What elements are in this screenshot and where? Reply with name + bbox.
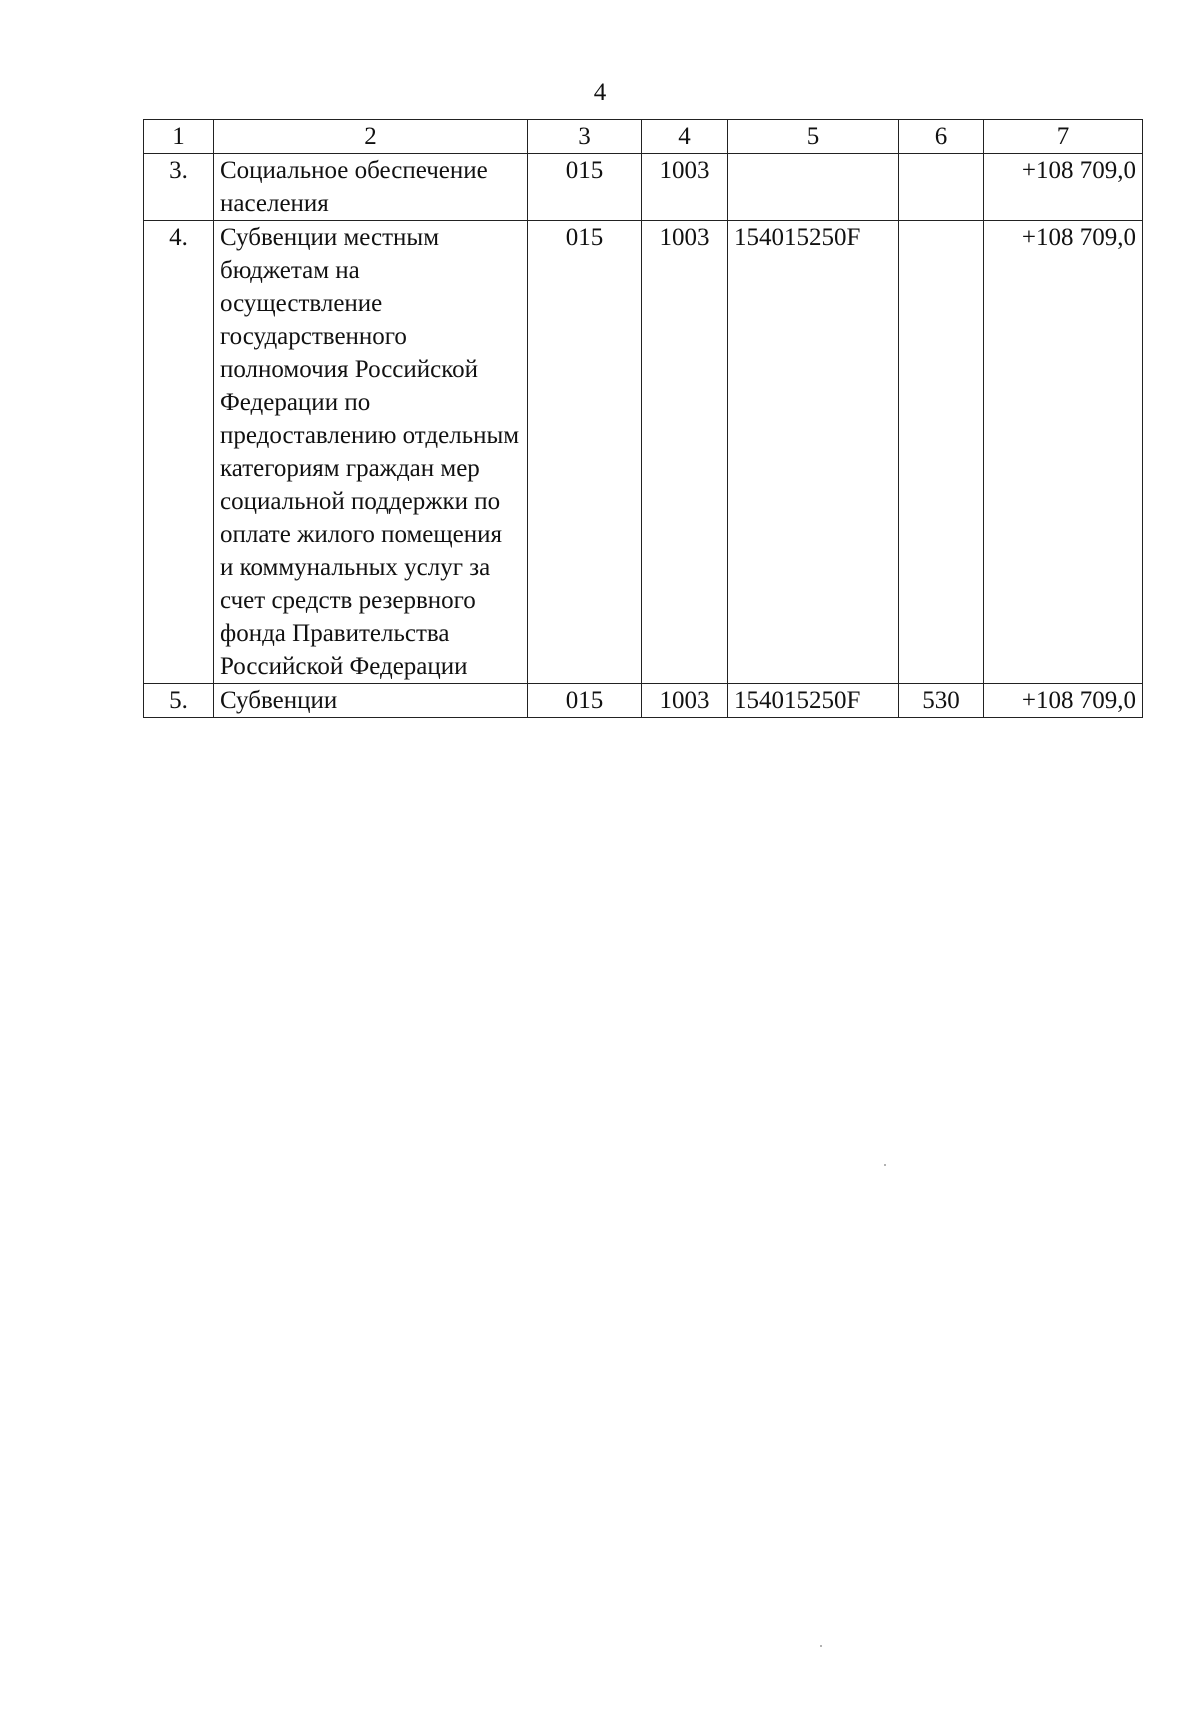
row-grbs-code: 015 bbox=[528, 154, 642, 221]
row-grbs-code: 015 bbox=[528, 684, 642, 718]
column-header: 6 bbox=[899, 120, 984, 154]
row-name: Субвенции bbox=[214, 684, 528, 718]
column-header: 2 bbox=[214, 120, 528, 154]
row-amount: +108 709,0 bbox=[984, 221, 1143, 684]
column-numbers-row bbox=[144, 120, 1143, 154]
column-header: 1 bbox=[144, 120, 214, 154]
row-target-code bbox=[728, 154, 899, 221]
row-expense-type: 530 bbox=[899, 684, 984, 718]
row-number: 3. bbox=[144, 154, 214, 221]
row-target-code: 154015250F bbox=[728, 221, 899, 684]
row-section-code: 1003 bbox=[642, 684, 728, 718]
table-row bbox=[144, 154, 1143, 221]
row-grbs-code: 015 bbox=[528, 221, 642, 684]
column-header: 7 bbox=[984, 120, 1143, 154]
row-name: Социальное обеспечение населения bbox=[214, 154, 528, 221]
row-target-code: 154015250F bbox=[728, 684, 899, 718]
row-number: 4. bbox=[144, 221, 214, 684]
row-amount: +108 709,0 bbox=[984, 684, 1143, 718]
budget-changes-table bbox=[143, 119, 1143, 718]
row-name: Субвенции местным бюджетам на осуществление государственного полномочия Российской Федерации по предоставлению отдельным категориям граждан мер социальной поддержки по оплате жилого помещения и коммунальных услуг за счет средств резервного фонда Правительства Российской Федерации bbox=[214, 221, 528, 684]
row-section-code: 1003 bbox=[642, 154, 728, 221]
table-row bbox=[144, 221, 1143, 684]
scan-speck bbox=[820, 1645, 822, 1647]
row-section-code: 1003 bbox=[642, 221, 728, 684]
page-number: 4 bbox=[593, 79, 607, 106]
column-header: 4 bbox=[642, 120, 728, 154]
scan-speck bbox=[884, 1164, 886, 1166]
column-header: 3 bbox=[528, 120, 642, 154]
column-header: 5 bbox=[728, 120, 899, 154]
row-amount: +108 709,0 bbox=[984, 154, 1143, 221]
row-expense-type bbox=[899, 221, 984, 684]
row-number: 5. bbox=[144, 684, 214, 718]
row-expense-type bbox=[899, 154, 984, 221]
table-row bbox=[144, 684, 1143, 718]
